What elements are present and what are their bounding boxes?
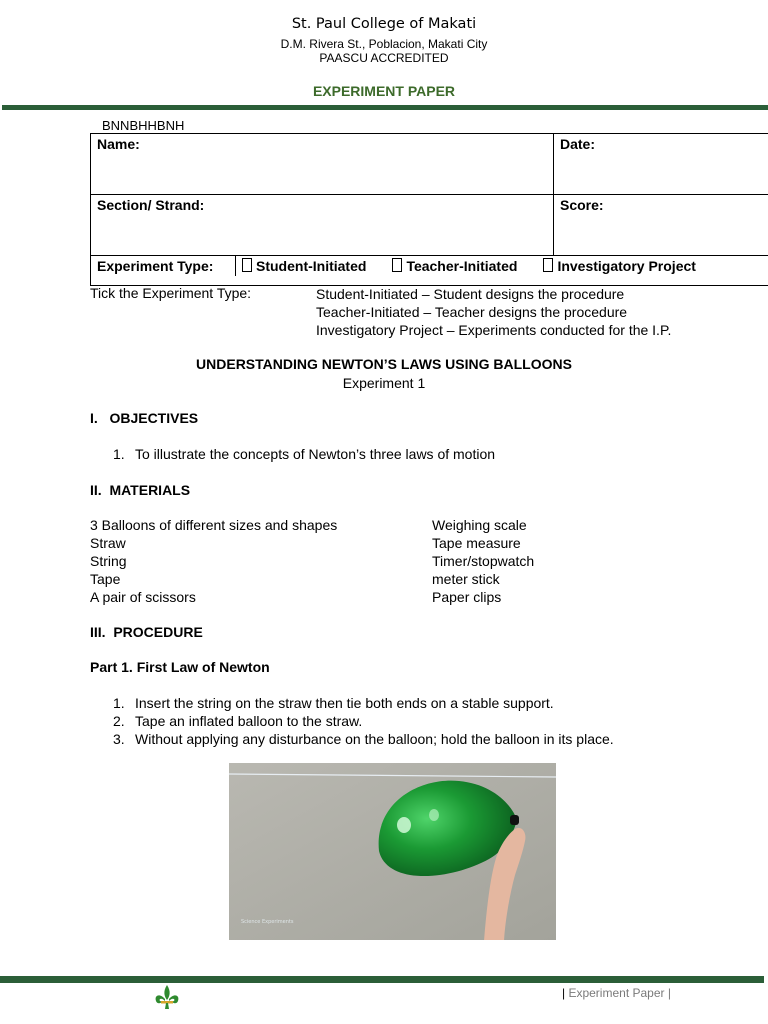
school-address: D.M. Rivera St., Poblacion, Makati City — [280, 37, 488, 51]
score-label: Score: — [560, 197, 604, 213]
experiment-number: Experiment 1 — [342, 375, 426, 391]
option-teacher-initiated[interactable]: Teacher-Initiated — [392, 258, 517, 274]
list-item: Straw — [90, 535, 126, 551]
materials-list-left — [90, 516, 337, 606]
list-item: String — [90, 553, 127, 569]
list-item: 1. Insert the string on the straw then tie both ends on a stable support. — [113, 695, 554, 711]
list-item: meter stick — [432, 571, 500, 587]
section-label: Section/ Strand: — [97, 197, 205, 213]
list-item: 1. To illustrate the concepts of Newton’s three laws of motion — [113, 446, 496, 462]
list-item: Tape — [90, 571, 121, 587]
experiment-type-label: Experiment Type: — [91, 256, 236, 276]
list-item: Paper clips — [432, 589, 502, 605]
paper-title: EXPERIMENT PAPER — [312, 83, 456, 99]
part1-title: Part 1. First Law of Newton — [90, 659, 270, 675]
objectives-heading: I. OBJECTIVES — [90, 410, 199, 426]
materials-list-right — [432, 516, 534, 606]
list-item: Timer/stopwatch — [432, 553, 535, 569]
option-student-initiated[interactable]: Student-Initiated — [242, 258, 366, 274]
type-description: Investigatory Project – Experiments conducted for the I.P. — [316, 322, 672, 338]
name-field[interactable] — [91, 134, 554, 195]
list-item: 2. Tape an inflated balloon to the straw. — [113, 713, 363, 729]
fleur-de-lis-icon — [152, 983, 182, 1011]
list-item: 3. Without applying any disturbance on the balloon; hold the balloon in its place. — [113, 731, 614, 747]
accreditation: PAASCU ACCREDITED — [319, 51, 449, 65]
list-item: A pair of scissors — [90, 589, 196, 605]
footer-divider — [0, 976, 764, 983]
document-code: BNNBHHBNH — [102, 118, 185, 133]
school-name: St. Paul College of Makati — [291, 16, 477, 32]
header-divider — [2, 105, 768, 110]
student-info-table — [90, 133, 768, 286]
list-item: Weighing scale — [432, 517, 527, 533]
list-item: 3 Balloons of different sizes and shapes — [90, 517, 338, 533]
date-field[interactable] — [554, 134, 768, 195]
checkbox-icon[interactable] — [242, 258, 252, 272]
checkbox-icon[interactable] — [392, 258, 402, 272]
type-description: Student-Initiated – Student designs the procedure — [316, 286, 625, 302]
checkbox-icon[interactable] — [543, 258, 553, 272]
option-investigatory-project[interactable]: Investigatory Project — [543, 258, 696, 274]
procedure-heading: III. PROCEDURE — [90, 624, 203, 640]
list-item: Tape measure — [432, 535, 521, 551]
score-field[interactable] — [554, 195, 768, 256]
date-label: Date: — [560, 136, 596, 152]
balloon-photo — [229, 763, 556, 940]
experiment-title: UNDERSTANDING NEWTON’S LAWS USING BALLOONS — [196, 356, 572, 372]
name-label: Name: — [97, 136, 140, 152]
type-description: Teacher-Initiated – Teacher designs the procedure — [316, 304, 628, 320]
tick-instruction: Tick the Experiment Type: — [90, 285, 252, 301]
photo-watermark: Science Experiments — [241, 919, 294, 925]
materials-heading: II. MATERIALS — [90, 482, 191, 498]
footer-label: | Experiment Paper | — [562, 986, 671, 1000]
experiment-type-row — [91, 256, 768, 286]
section-field[interactable] — [91, 195, 554, 256]
